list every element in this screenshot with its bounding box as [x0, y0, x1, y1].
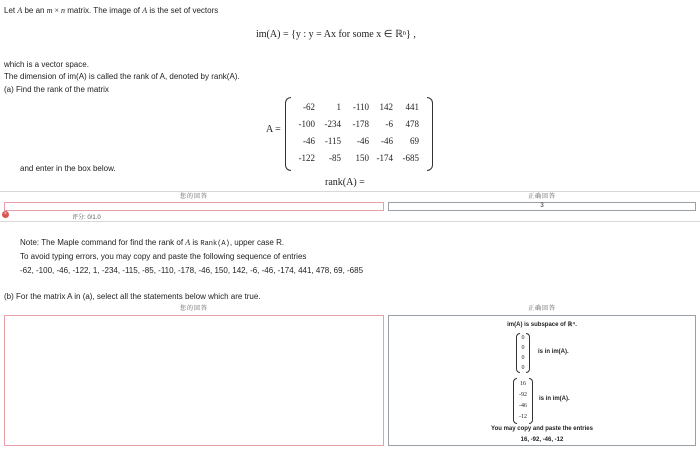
matrix-entry: -115 — [324, 136, 341, 146]
matrix-symbol: A — [185, 238, 191, 247]
intro-text: be an — [22, 6, 47, 15]
image-formula: im(A) = {y : y = Ax for some x ∈ ℝⁿ} , — [256, 29, 416, 40]
rank-correct-value: 3 — [388, 202, 696, 211]
correct-answer-header: 正确回答 — [527, 194, 556, 200]
intro-text: matrix. The image of — [65, 6, 143, 15]
matrix-entry: 142 — [379, 102, 393, 112]
matrix-entry: -46 — [357, 136, 369, 146]
zero-vector — [516, 333, 530, 373]
your-answer-header: 您的回答 — [179, 306, 208, 312]
vector-entry: -92 — [519, 392, 527, 398]
correct-answer-header: 正确回答 — [527, 306, 556, 312]
note-text: , upper case R. — [229, 238, 285, 247]
vector-entry: 0 — [521, 355, 525, 361]
times-symbol: × — [52, 6, 61, 15]
note-text: is — [190, 238, 201, 247]
statement-subspace: im(A) is subspace of ℝ⁴. — [507, 322, 577, 328]
intro-text: is the set of vectors — [147, 6, 219, 15]
maple-command: Rank(A) — [200, 240, 230, 248]
matrix-entry: -178 — [352, 119, 369, 129]
intro-text: Let — [4, 6, 18, 15]
matrix-entry: -6 — [385, 119, 393, 129]
enter-instruction: and enter in the box below. — [20, 164, 116, 173]
divider — [0, 221, 700, 222]
statements-answer-box[interactable] — [4, 315, 384, 446]
part-a-prompt: (a) Find the rank of the matrix — [4, 85, 109, 94]
matrix-entry: -234 — [324, 119, 341, 129]
copy-values: 16, -92, -46, -12 — [520, 437, 564, 443]
your-answer-header: 您的回答 — [179, 194, 208, 200]
statement-zero-in-image: is in im(A). — [538, 349, 569, 355]
note-line-2: To avoid typing errors, you may copy and paste the following sequence of entries — [20, 252, 307, 261]
vector-16 — [513, 378, 533, 424]
n-symbol: n — [61, 6, 65, 15]
matrix-entry: 441 — [405, 102, 419, 112]
rank-label: rank(A) = — [325, 177, 365, 188]
divider — [0, 191, 700, 192]
matrix-entry: -100 — [298, 119, 315, 129]
matrix-entry: 69 — [410, 136, 419, 146]
score-label: 评分: 0/1.0 — [72, 215, 101, 221]
vector-entry: 0 — [521, 345, 525, 351]
vector-entry: 16 — [520, 381, 526, 387]
vector-entry: 0 — [521, 365, 525, 371]
matrix-A — [285, 97, 433, 171]
matrix-label: A = — [266, 124, 281, 135]
wrong-icon: × — [2, 211, 9, 218]
rank-answer-input[interactable] — [4, 202, 384, 211]
matrix-entry: -174 — [376, 153, 393, 163]
part-b-prompt: (b) For the matrix A in (a), select all the statements below which are true. — [4, 292, 261, 301]
rank-definition: The dimension of im(A) is called the rank of A, denoted by rank(A). — [4, 72, 240, 81]
right-bracket — [427, 97, 433, 171]
matrix-entry: -110 — [352, 102, 369, 112]
matrix-entry: 478 — [405, 119, 419, 129]
matrix-entry: 150 — [355, 153, 369, 163]
matrix-entry: -122 — [298, 153, 315, 163]
matrix-entry: -46 — [303, 136, 315, 146]
matrix-entry: 1 — [336, 102, 341, 112]
copy-note: You may copy and paste the entries — [491, 426, 593, 432]
matrix-entry: -62 — [303, 102, 315, 112]
note-text: Note: The Maple command for find the rank of — [20, 238, 186, 247]
note-entries: -62, -100, -46, -122, 1, -234, -115, -85, -110, -178, -46, 150, 142, -6, -46, -174, 441, 478, 69, -685 — [20, 266, 364, 275]
matrix-entry: -46 — [381, 136, 393, 146]
m-symbol: m — [46, 6, 53, 15]
matrix-symbol: A — [17, 6, 23, 15]
right-bracket — [529, 378, 533, 424]
matrix-entry: -85 — [329, 153, 341, 163]
statement-vector-in-image: is in im(A). — [539, 396, 570, 402]
note-line-1 — [20, 238, 284, 248]
matrix-entry: -685 — [402, 153, 419, 163]
vector-entry: -12 — [519, 414, 527, 420]
intro-line — [4, 6, 218, 15]
matrix-grid — [291, 101, 427, 165]
vector-entry: 0 — [521, 335, 525, 341]
vector-space-text: which is a vector space. — [4, 60, 89, 69]
right-bracket — [526, 333, 530, 373]
statements-correct-box — [388, 315, 696, 446]
matrix-symbol: A — [142, 6, 148, 15]
vector-entry: -46 — [519, 403, 527, 409]
